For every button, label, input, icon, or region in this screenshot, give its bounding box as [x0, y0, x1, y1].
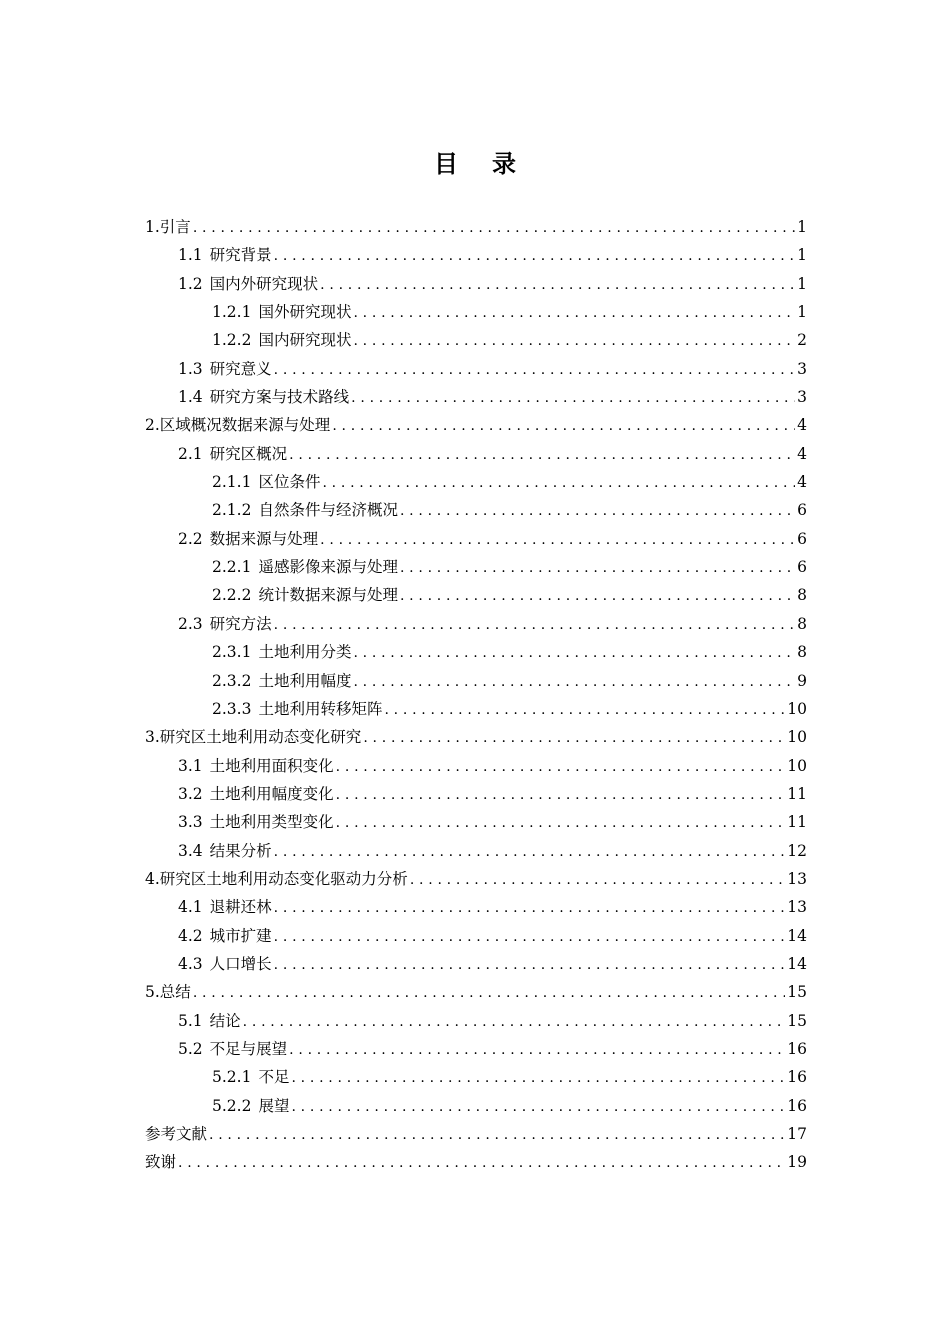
toc-entry-number: 5. [145, 983, 160, 1002]
toc-entry[interactable] [145, 525, 807, 553]
toc-entry-title: 城市扩建 [209, 926, 272, 945]
toc-entry-page: 6 [797, 529, 807, 548]
toc-entry-title: 致谢 [145, 1153, 177, 1172]
toc-entry-number: 2.3.1 [212, 643, 252, 662]
toc-entry-page: 6 [797, 558, 807, 577]
toc-entry-number: 5.2.2 [212, 1096, 252, 1115]
toc-entry-page: 10 [787, 699, 807, 718]
toc-entry-title: 研究意义 [209, 359, 272, 378]
toc-entry[interactable] [145, 610, 807, 638]
toc-entry-title: 引言 [159, 218, 191, 236]
toc-dot-leader [332, 412, 795, 439]
title-char-1: 目 [434, 150, 458, 178]
toc-dot-leader [320, 526, 795, 553]
toc-entry-number: 2.3.2 [212, 671, 252, 690]
toc-entry-page: 14 [787, 954, 807, 973]
toc-entry-title: 研究方法 [209, 614, 272, 633]
toc-entry-page: 19 [787, 1153, 807, 1172]
toc-entry-number: 1.4 [178, 388, 203, 407]
toc-dot-leader [291, 1064, 785, 1091]
toc-entry-title: 研究方案与技术路线 [209, 388, 350, 407]
toc-dot-leader [384, 696, 785, 723]
toc-entry-title: 展望 [258, 1096, 290, 1115]
toc-entry[interactable] [145, 922, 807, 950]
toc-dot-leader [336, 809, 786, 836]
toc-entry-page: 8 [797, 643, 807, 662]
toc-entry-title: 国内外研究现状 [209, 274, 319, 293]
toc-entry-page: 1 [797, 218, 807, 236]
toc-entry-title: 研究区概况 [209, 444, 288, 463]
toc-dot-leader [291, 1093, 785, 1120]
toc-entry-page: 12 [787, 841, 807, 860]
toc-entry-page: 13 [787, 898, 807, 917]
toc-dot-leader [353, 327, 795, 354]
toc-dot-leader [400, 554, 795, 581]
toc-entry-number: 5.2 [178, 1039, 203, 1058]
toc-entry[interactable] [145, 270, 807, 298]
toc-entry[interactable] [145, 383, 807, 411]
toc-entry-page: 11 [787, 784, 807, 803]
toc-dot-leader [400, 497, 795, 524]
toc-entry[interactable] [145, 752, 807, 780]
toc-dot-leader [353, 639, 795, 666]
toc-entry-page: 16 [787, 1096, 807, 1115]
toc-entry-page: 16 [787, 1068, 807, 1087]
toc-entry[interactable] [145, 440, 807, 468]
toc-dot-leader [353, 668, 795, 695]
toc-entry[interactable] [145, 950, 807, 978]
toc-entry-number: 2.2.2 [212, 586, 252, 605]
toc-entry-page: 15 [787, 983, 807, 1002]
toc-entry-number: 1.3 [178, 359, 203, 378]
toc-entry[interactable] [145, 1120, 807, 1148]
toc-entry-number: 2.1.2 [212, 501, 252, 520]
toc-entry[interactable] [145, 1063, 807, 1091]
toc-dot-leader [193, 979, 785, 1006]
page-title [0, 144, 950, 179]
toc-entry-number: 1.1 [178, 246, 203, 265]
toc-entry-number: 2.3 [178, 614, 203, 633]
toc-entry[interactable] [145, 1035, 807, 1063]
toc-dot-leader [274, 923, 786, 950]
toc-entry-title: 数据来源与处理 [209, 529, 319, 548]
toc-dot-leader [336, 753, 786, 780]
toc-dot-leader [320, 271, 795, 298]
toc-entry-number: 3. [145, 728, 160, 747]
toc-entry[interactable] [145, 1007, 807, 1035]
toc-dot-leader [400, 582, 795, 609]
toc-dot-leader [274, 611, 795, 638]
toc-entry-title: 土地利用类型变化 [209, 813, 334, 832]
toc-dot-leader [274, 242, 795, 269]
toc-entry-number: 2.1.1 [212, 473, 252, 492]
toc-entry-number: 1.2.2 [212, 331, 252, 350]
toc-entry[interactable] [145, 355, 807, 383]
toc-entry-page: 1 [797, 246, 807, 265]
toc-entry-page: 4 [797, 416, 807, 435]
toc-entry-number: 4.3 [178, 954, 203, 973]
toc-entry-page: 10 [787, 756, 807, 775]
toc-entry-title: 国外研究现状 [258, 303, 352, 322]
toc-entry-number: 2.3.3 [212, 699, 252, 718]
toc-entry[interactable] [145, 581, 807, 609]
toc-entry-title: 区位条件 [258, 473, 321, 492]
toc-entry-number: 3.3 [178, 813, 203, 832]
toc-entry-number: 2.2 [178, 529, 203, 548]
toc-entry-title: 国内研究现状 [258, 331, 352, 350]
toc-entry-title: 自然条件与经济概况 [258, 501, 398, 520]
title-char-2: 录 [492, 150, 516, 178]
toc-entry-title: 参考文献 [145, 1125, 208, 1143]
toc-entry-title: 土地利用转移矩阵 [258, 699, 383, 718]
toc-entry-page: 3 [797, 359, 807, 378]
toc-entry-title: 土地利用分类 [258, 643, 352, 662]
toc-entry-title: 结果分析 [209, 841, 272, 860]
toc-entry-title: 遥感影像来源与处理 [258, 558, 398, 577]
toc-entry[interactable] [145, 865, 807, 893]
toc-entry-title: 统计数据来源与处理 [258, 586, 398, 605]
table-of-contents [145, 213, 807, 1177]
toc-entry-title: 不足与展望 [209, 1039, 288, 1058]
toc-entry-page: 14 [787, 926, 807, 945]
toc-entry-title: 土地利用幅度 [258, 671, 352, 690]
toc-entry-page: 3 [797, 388, 807, 407]
toc-entry[interactable] [145, 496, 807, 524]
toc-entry[interactable] [145, 780, 807, 808]
toc-entry-number: 1.2 [178, 274, 203, 293]
toc-entry-number: 3.2 [178, 784, 203, 803]
toc-entry-page: 8 [797, 614, 807, 633]
toc-entry-page: 10 [787, 728, 807, 747]
toc-entry-page: 16 [787, 1039, 807, 1058]
toc-entry-title: 研究背景 [209, 246, 272, 265]
toc-dot-leader [410, 866, 785, 893]
toc-entry-title: 退耕还林 [209, 898, 272, 917]
toc-entry-page: 11 [787, 813, 807, 832]
toc-entry[interactable] [145, 298, 807, 326]
toc-dot-leader [193, 214, 795, 241]
toc-entry-page: 4 [797, 444, 807, 463]
toc-entry-title: 研究区土地利用动态变化研究 [159, 728, 362, 747]
toc-entry[interactable] [145, 326, 807, 354]
toc-dot-leader [274, 894, 786, 921]
toc-entry[interactable] [145, 638, 807, 666]
toc-entry-number: 4. [145, 869, 160, 888]
toc-entry-page: 15 [787, 1011, 807, 1030]
toc-entry-title: 土地利用面积变化 [209, 756, 334, 775]
toc-dot-leader [336, 781, 786, 808]
toc-entry-page: 9 [797, 671, 807, 690]
toc-dot-leader [353, 299, 795, 326]
toc-entry[interactable] [145, 723, 807, 751]
toc-entry-page: 2 [797, 331, 807, 350]
toc-entry[interactable] [145, 667, 807, 695]
toc-entry[interactable] [145, 553, 807, 581]
toc-dot-leader [209, 1121, 785, 1148]
toc-entry[interactable] [145, 241, 807, 269]
toc-entry-title: 研究区土地利用动态变化驱动力分析 [159, 869, 408, 888]
toc-entry-title: 不足 [258, 1068, 290, 1087]
toc-dot-leader [178, 1149, 785, 1176]
toc-entry-page: 13 [787, 869, 807, 888]
toc-entry-title: 总结 [159, 983, 191, 1002]
toc-entry[interactable] [145, 1092, 807, 1120]
toc-dot-leader [289, 441, 795, 468]
toc-entry[interactable] [145, 695, 807, 723]
toc-entry-number: 1. [145, 218, 160, 236]
toc-entry-page: 17 [787, 1125, 807, 1143]
toc-entry-page: 8 [797, 586, 807, 605]
toc-dot-leader [274, 838, 786, 865]
toc-entry-number: 2. [145, 416, 160, 435]
toc-entry[interactable] [145, 808, 807, 836]
toc-entry[interactable] [145, 213, 807, 241]
toc-entry-title: 人口增长 [209, 954, 272, 973]
toc-entry-title: 土地利用幅度变化 [209, 784, 334, 803]
toc-entry-number: 1.2.1 [212, 303, 252, 322]
toc-entry-number: 2.1 [178, 444, 203, 463]
toc-dot-leader [289, 1036, 785, 1063]
toc-entry-page: 6 [797, 501, 807, 520]
toc-entry-page: 4 [797, 473, 807, 492]
toc-dot-leader [274, 356, 795, 383]
toc-dot-leader [363, 724, 785, 751]
toc-entry-title: 区域概况数据来源与处理 [159, 416, 331, 435]
toc-dot-leader [243, 1008, 786, 1035]
toc-entry-number: 3.4 [178, 841, 203, 860]
toc-entry-number: 5.2.1 [212, 1068, 252, 1087]
toc-dot-leader [351, 384, 795, 411]
toc-entry[interactable] [145, 411, 807, 439]
toc-dot-leader [274, 951, 786, 978]
toc-entry[interactable] [145, 837, 807, 865]
toc-dot-leader [322, 469, 795, 496]
toc-entry[interactable] [145, 893, 807, 921]
toc-entry[interactable] [145, 468, 807, 496]
toc-entry-title: 结论 [209, 1011, 241, 1030]
toc-entry-page: 1 [797, 274, 807, 293]
toc-entry[interactable] [145, 978, 807, 1006]
toc-entry-number: 3.1 [178, 756, 203, 775]
toc-entry-number: 5.1 [178, 1011, 203, 1030]
toc-entry-page: 1 [797, 303, 807, 322]
toc-entry-number: 4.2 [178, 926, 203, 945]
toc-entry[interactable] [145, 1148, 807, 1176]
toc-entry-number: 4.1 [178, 898, 203, 917]
toc-entry-number: 2.2.1 [212, 558, 252, 577]
